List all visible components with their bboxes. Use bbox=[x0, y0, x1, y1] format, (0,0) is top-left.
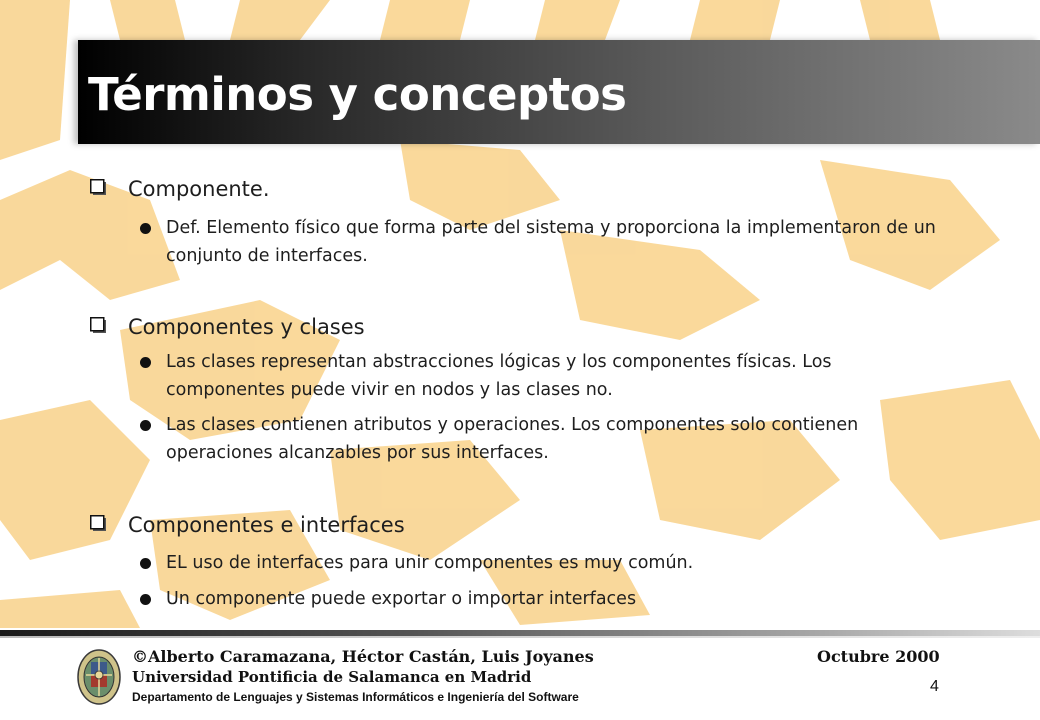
checkbox-icon bbox=[90, 179, 107, 196]
bullet-dot-icon bbox=[140, 420, 151, 431]
footer-authors: ©Alberto Caramazana, Héctor Castán, Luis Joyanes bbox=[132, 647, 594, 666]
bullet-text: Las clases representan abstracciones lógicas y los componentes físicas. Los componentes puede vivir en nodos y las clases no. bbox=[166, 352, 832, 400]
footer-university: Universidad Pontificia de Salamanca en Madrid bbox=[132, 668, 532, 686]
section-heading-componentes-e-interfaces bbox=[90, 511, 990, 541]
section-heading-label: Componente. bbox=[128, 177, 270, 201]
bullet-text: Las clases contienen atributos y operaciones. Los componentes solo contienen operaciones alcanzables por sus interfaces. bbox=[166, 415, 859, 463]
footer-divider-shadow bbox=[0, 636, 1040, 638]
section-heading-componentes-y-clases bbox=[90, 313, 990, 343]
checkbox-icon bbox=[90, 515, 107, 532]
bullet-dot-icon bbox=[140, 357, 151, 368]
page-number: 4 bbox=[930, 678, 939, 695]
bullet-dot-icon bbox=[140, 223, 151, 234]
footer-date: Octubre 2000 bbox=[817, 647, 940, 666]
slide-title: Términos y conceptos bbox=[88, 68, 627, 121]
bullet-text: Un componente puede exportar o importar interfaces bbox=[166, 589, 637, 609]
footer-department: Departamento de Lenguajes y Sistemas Informáticos e Ingeniería del Software bbox=[132, 690, 579, 704]
section-heading-label: Componentes e interfaces bbox=[128, 513, 405, 537]
checkbox-icon bbox=[90, 317, 107, 334]
section-heading-label: Componentes y clases bbox=[128, 315, 365, 339]
university-crest-icon bbox=[76, 648, 122, 706]
bullet-dot-icon bbox=[140, 558, 151, 569]
bullet-text: Def. Elemento físico que forma parte del sistema y proporciona la implementaron de un conjunto de interfaces. bbox=[166, 218, 936, 266]
section-heading-componente bbox=[90, 175, 990, 205]
bullet-text: EL uso de interfaces para unir componentes es muy común. bbox=[166, 553, 694, 573]
bullet-dot-icon bbox=[140, 594, 151, 605]
